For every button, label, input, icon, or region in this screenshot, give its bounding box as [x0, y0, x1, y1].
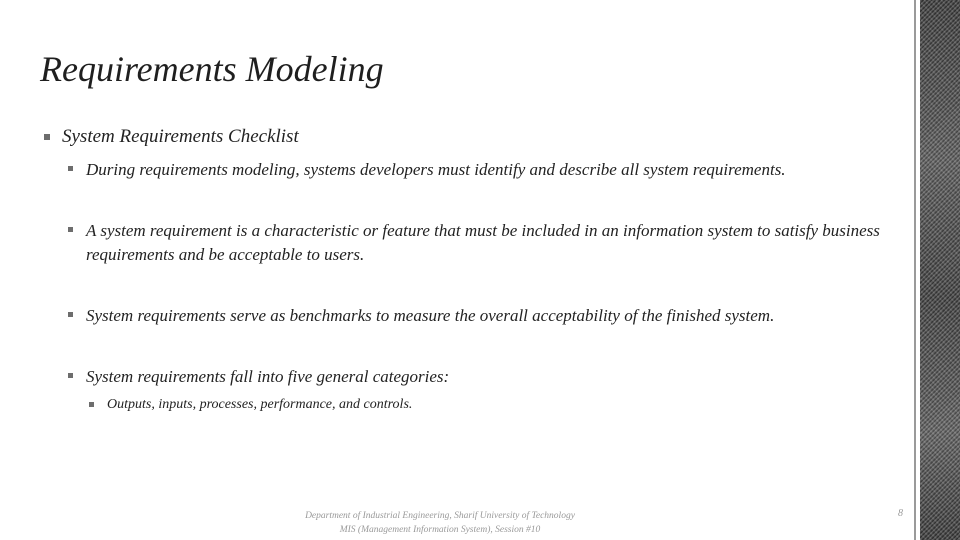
- slide-content: [44, 124, 894, 415]
- square-bullet-icon: [68, 373, 73, 378]
- bullet-heading-text: System Requirements Checklist: [62, 126, 299, 147]
- square-bullet-icon: [68, 166, 73, 171]
- slide-footer: [260, 509, 620, 537]
- bullet-point-text: System requirements serve as benchmarks to measure the overall acceptability of the finished system.: [86, 306, 775, 325]
- sub-bullet-text: Outputs, inputs, processes, performance, and controls.: [107, 397, 413, 412]
- square-bullet-icon: [89, 402, 94, 407]
- bullet-point-text: A system requirement is a characteristic or feature that must be included in an information system to satisfy business requirements and be acceptable to users.: [86, 221, 880, 264]
- footer-line-course: MIS (Management Information System), Session #10: [339, 525, 541, 535]
- slide-title: Requirements Modeling: [40, 49, 384, 89]
- decorative-side-band: [920, 0, 960, 540]
- bullet-point-text: During requirements modeling, systems developers must identify and describe all system requirements.: [86, 160, 786, 179]
- bullet-point: [44, 219, 894, 267]
- bullet-point-text: System requirements fall into five general categories:: [86, 367, 450, 386]
- square-bullet-icon: [68, 227, 73, 232]
- side-divider: [914, 0, 916, 540]
- square-bullet-icon: [44, 134, 50, 140]
- bullet-point: [44, 365, 894, 389]
- sub-bullet-point: [44, 395, 894, 415]
- square-bullet-icon: [68, 312, 73, 317]
- footer-line-department: Department of Industrial Engineering, Sharif University of Technology: [305, 511, 575, 521]
- bullet-point: [44, 158, 894, 182]
- bullet-heading: [44, 124, 894, 150]
- bullet-point: [44, 304, 894, 328]
- page-number: 8: [898, 508, 903, 519]
